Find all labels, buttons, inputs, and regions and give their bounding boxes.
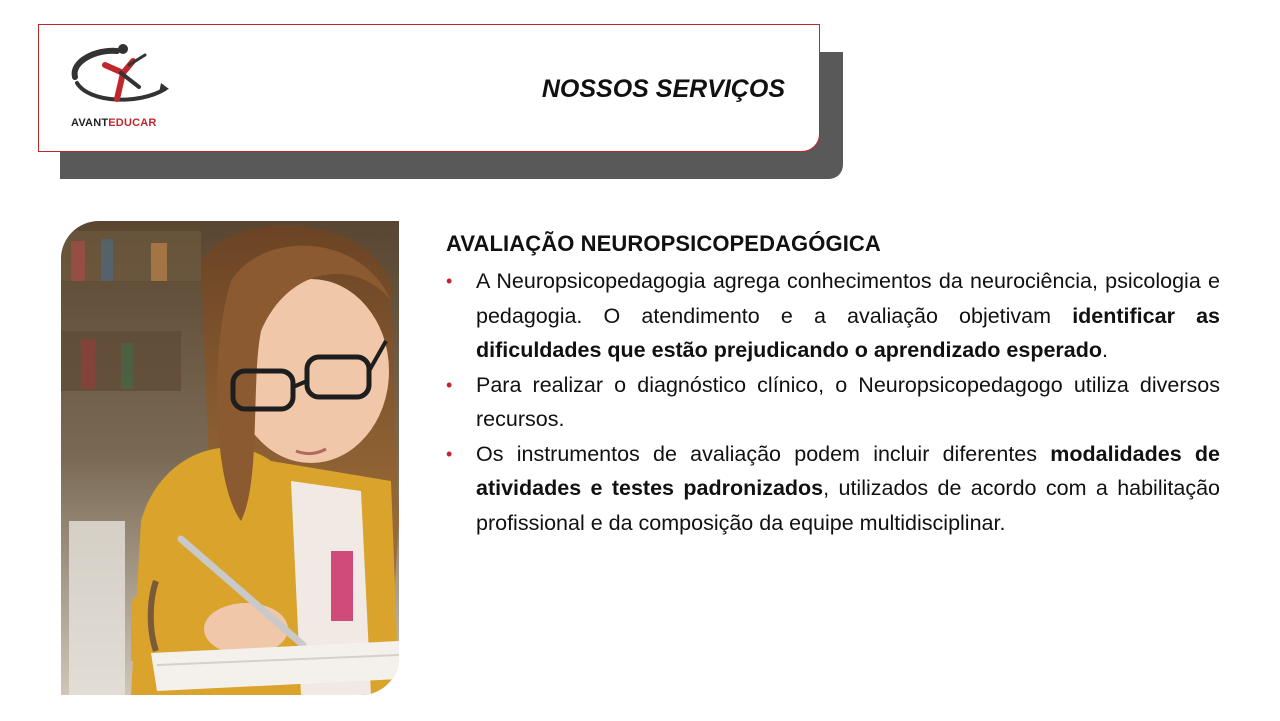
list-item: [446, 368, 1220, 437]
section-title: AVALIAÇÃO NEUROPSICOPEDAGÓGICA: [446, 231, 881, 256]
bullet-dot-icon: •: [446, 271, 453, 291]
logo-figure-icon: [69, 43, 179, 117]
header-banner: [38, 24, 820, 152]
logo-wordmark: [71, 117, 157, 129]
bullet-dot-icon: •: [446, 374, 453, 395]
bullet-3-text: Os instrumentos de avaliação podem incluir diferentes: [476, 441, 1051, 466]
service-content: [446, 230, 1220, 540]
student-writing-photo: [61, 221, 399, 695]
bullet-list: [446, 264, 1220, 540]
page-title: NOSSOS SERVIÇOS: [541, 75, 785, 103]
bullet-1-after: .: [1102, 338, 1108, 362]
logo-wordmark-part1: AVANT: [71, 117, 109, 129]
avanteducar-logo: [69, 43, 179, 135]
bullet-dot-icon: •: [446, 443, 453, 464]
bullet-1-text: A Neuropsicopedagogia agrega conhecimentos da neurociência, psicologia e pedagogia. O atendimento e a avaliação objetivam: [476, 269, 1220, 328]
list-item: [446, 437, 1220, 541]
list-item: [446, 264, 1220, 368]
bullet-3-bold: modalidades de atividades e testes padronizados: [476, 441, 1220, 500]
bullet-3-after: , utilizados de acordo com a habilitação profissional e da composição da equipe multidisciplinar.: [476, 476, 1220, 535]
logo-wordmark-part2: EDUCAR: [108, 117, 157, 129]
bullet-2-text: Para realizar o diagnóstico clínico, o Neuropsicopedagogo utiliza diversos recursos.: [476, 372, 1220, 431]
student-illustration: [61, 221, 399, 695]
bullet-1-bold: identificar as dificuldades que estão prejudicando o aprendizado esperado: [476, 303, 1220, 362]
